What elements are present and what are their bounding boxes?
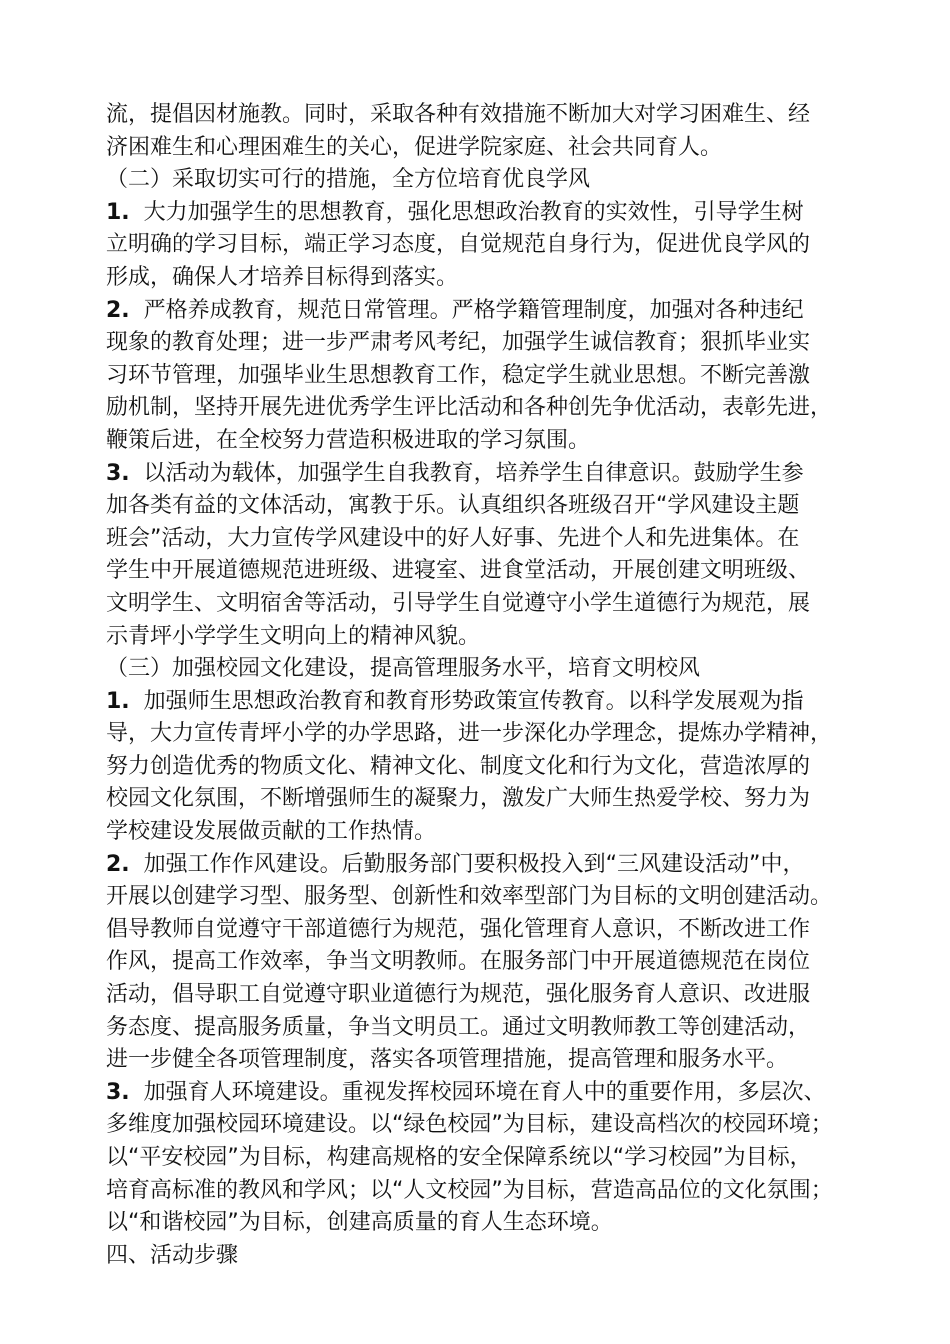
line-text: 导，大力宣传青坪小学的办学思路，进一步深化办学理念，提炼办学精神， xyxy=(106,721,833,747)
line-text: 鞭策后进，在全校努力营造积极进取的学习氛围。 xyxy=(106,427,591,453)
text-line xyxy=(106,1175,866,1208)
line-text: （三）加强校园文化建设，提高管理服务水平，培育文明校风 xyxy=(106,656,701,682)
text-line xyxy=(106,490,866,523)
text-line xyxy=(106,458,866,491)
line-text: 加强师生思想政治教育和教育形势政策宣传教育。以科学发展观为指 xyxy=(129,688,804,714)
text-line xyxy=(106,686,866,719)
line-text: 作风，提高工作效率，争当文明教师。在服务部门中开展道德规范在岗位 xyxy=(106,949,811,975)
text-line xyxy=(106,881,866,914)
text-line xyxy=(106,197,866,230)
list-number: 1. xyxy=(106,688,130,714)
text-line xyxy=(106,1207,866,1240)
line-text: 努力创造优秀的物质文化、精神文化、制度文化和行为文化，营造浓厚的 xyxy=(106,753,811,779)
text-line xyxy=(106,132,866,165)
line-text: 开展以创建学习型、服务型、创新性和效率型部门为目标的文明创建活动。 xyxy=(106,884,833,910)
text-line xyxy=(106,653,866,686)
list-number: 3. xyxy=(106,460,130,486)
line-text: 济困难生和心理困难生的关心，促进学院家庭、社会共同育人。 xyxy=(106,134,723,160)
line-text: 以活动为载体，加强学生自我教育，培养学生自律意识。鼓励学生参 xyxy=(129,460,804,486)
text-line xyxy=(106,262,866,295)
line-text: 学校建设发展做贡献的工作热情。 xyxy=(106,819,437,845)
text-line xyxy=(106,1240,866,1273)
line-text: 加强工作作风建设。后勤服务部门要积极投入到“三风建设活动”中， xyxy=(129,851,805,877)
text-line xyxy=(106,1109,866,1142)
list-number: 1. xyxy=(106,199,130,225)
line-text: 以“和谐校园”为目标，创建高质量的育人生态环境。 xyxy=(106,1210,613,1236)
text-line xyxy=(106,295,866,328)
line-text: 进一步健全各项管理制度，落实各项管理措施，提高管理和服务水平。 xyxy=(106,1047,789,1073)
line-text: 现象的教育处理；进一步严肃考风考纪，加强学生诚信教育；狠抓毕业实 xyxy=(106,330,811,356)
text-line xyxy=(106,718,866,751)
text-line xyxy=(106,621,866,654)
list-number: 3. xyxy=(106,1079,130,1105)
text-line xyxy=(106,327,866,360)
text-line xyxy=(106,914,866,947)
line-text: 以“平安校园”为目标，构建高规格的安全保障系统以“学习校园”为目标， xyxy=(106,1145,812,1170)
line-text: 励机制，坚持开展先进优秀学生评比活动和各种创先争优活动，表彰先进， xyxy=(106,395,833,421)
text-line xyxy=(106,1044,866,1077)
line-text: 校园文化氛围，不断增强师生的凝聚力，激发广大师生热爱学校、努力为 xyxy=(106,786,811,812)
text-line xyxy=(106,360,866,393)
line-text: 多维度加强校园环境建设。以“绿色校园”为目标，建设高档次的校园环境； xyxy=(106,1112,833,1138)
text-line xyxy=(106,979,866,1012)
text-line xyxy=(106,1012,866,1045)
text-line xyxy=(106,164,866,197)
line-text: 加强育人环境建设。重视发挥校园环境在育人中的重要作用，多层次、 xyxy=(129,1079,826,1105)
text-line xyxy=(106,523,866,556)
line-text: 务态度、提高服务质量，争当文明员工。通过文明教师教工等创建活动， xyxy=(106,1014,811,1040)
text-line xyxy=(106,555,866,588)
line-text: 形成，确保人才培养目标得到落实。 xyxy=(106,264,459,290)
line-text: 培育高标准的教风和学风；以“人文校园”为目标，营造高品位的文化氛围； xyxy=(106,1177,833,1203)
list-number: 2. xyxy=(106,297,130,323)
text-line xyxy=(106,588,866,621)
line-text: 立明确的学习目标，端正学习态度，自觉规范自身行为，促进优良学风的 xyxy=(106,232,811,258)
text-line xyxy=(106,229,866,262)
text-line xyxy=(106,425,866,458)
line-text: 大力加强学生的思想教育，强化思想政治教育的实效性，引导学生树 xyxy=(129,199,804,225)
text-line xyxy=(106,946,866,979)
line-text: 文明学生、文明宿舍等活动，引导学生自觉遵守小学生道德行为规范，展 xyxy=(106,590,811,616)
line-text: 活动，倡导职工自觉遵守职业道德行为规范，强化服务育人意识、改进服 xyxy=(106,982,811,1008)
line-text: 倡导教师自觉遵守干部道德行为规范，强化管理育人意识，不断改进工作 xyxy=(106,916,811,942)
line-text: 示青坪小学学生文明向上的精神风貌。 xyxy=(106,623,481,649)
text-line xyxy=(106,99,866,132)
text-line xyxy=(106,392,866,425)
line-text: （二）采取切实可行的措施，全方位培育优良学风 xyxy=(106,167,591,193)
text-line xyxy=(106,1077,866,1110)
document-body xyxy=(106,99,866,1272)
line-text: 四、活动步骤 xyxy=(106,1242,239,1268)
text-line xyxy=(106,1142,866,1175)
line-text: 学生中开展道德规范进班级、进寝室、进食堂活动，开展创建文明班级、 xyxy=(106,558,811,584)
text-line xyxy=(106,816,866,849)
line-text: 严格养成教育，规范日常管理。严格学籍管理制度，加强对各种违纪 xyxy=(129,297,804,323)
list-number: 2. xyxy=(106,851,130,877)
line-text: 习环节管理，加强毕业生思想教育工作，稳定学生就业思想。不断完善激 xyxy=(106,362,811,388)
text-line xyxy=(106,849,866,882)
line-text: 流，提倡因材施教。同时，采取各种有效措施不断加大对学习困难生、经 xyxy=(106,102,811,127)
text-line xyxy=(106,751,866,784)
line-text: 加各类有益的文体活动，寓教于乐。认真组织各班级召开“学风建设主题 xyxy=(106,493,800,519)
line-text: 班会”活动，大力宣传学风建设中的好人好事、先进个人和先进集体。在 xyxy=(106,525,800,551)
text-line xyxy=(106,783,866,816)
